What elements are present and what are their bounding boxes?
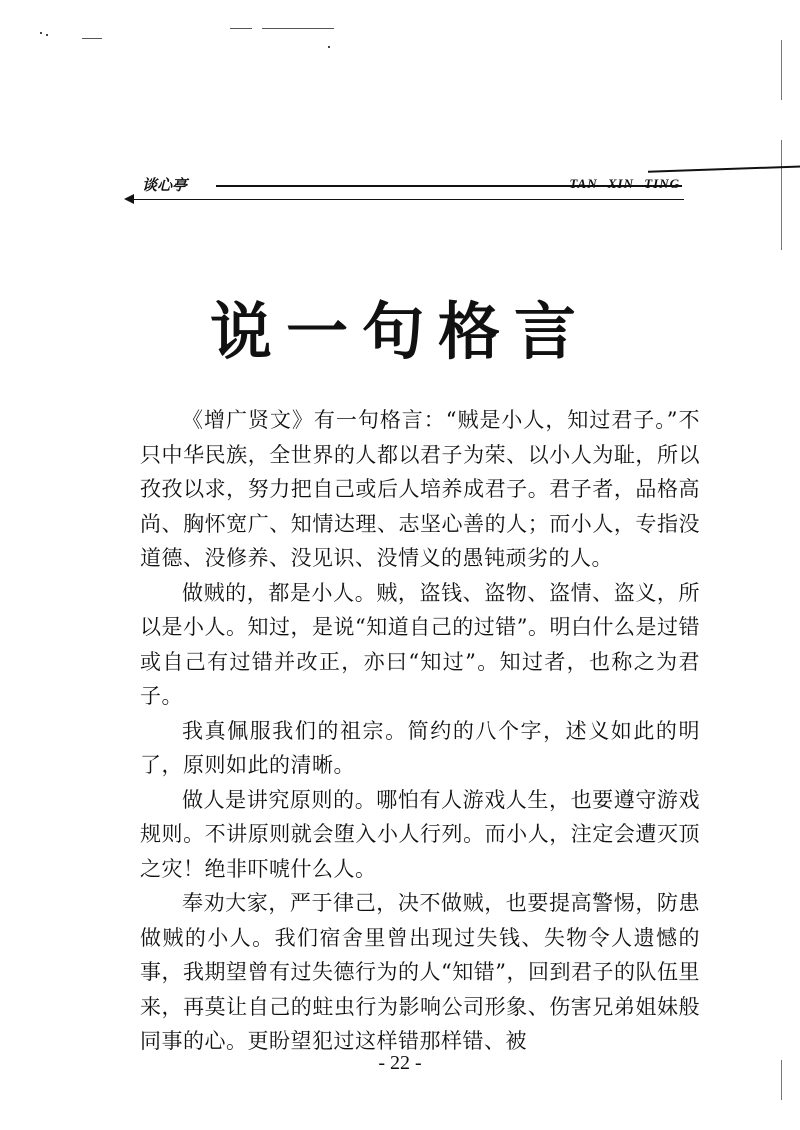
scan-artifact bbox=[46, 34, 48, 36]
scan-artifact bbox=[82, 38, 102, 39]
paragraph: 做人是讲究原则的。哪怕有人游戏人生，也要遵守游戏规则。不讲原则就会堕入小人行列。而小人，注定会遭灭顶之灾！绝非吓唬什么人。 bbox=[140, 787, 700, 881]
page-number: - 22 - bbox=[378, 1052, 422, 1074]
running-header bbox=[128, 174, 684, 204]
scan-artifact bbox=[328, 46, 330, 48]
article-title: 说一句格言 bbox=[209, 295, 590, 368]
paragraph: 做贼的，都是小人。贼，盗钱、盗物、盗情、盗义，所以是小人。知过，是说“知道自己的过错”。明白什么是过错或自己有过错并改正，亦曰“知过”。知过者，也称之为君子。 bbox=[140, 580, 700, 708]
paragraph: 奉劝大家，严于律己，决不做贼，也要提高警惕，防患做贼的小人。我们宿舍里曾出现过失钱、失物令人遗憾的事，我期望曾有过失德行为的人“知错”，回到君子的队伍里来，再莫让自己的蛀虫行为影响公司形象、伤害兄弟姐妹般同事的心。更盼望犯过这样错那样错、被 bbox=[140, 891, 700, 1053]
scan-artifact bbox=[262, 28, 334, 29]
section-title-cn: 谈心亭 bbox=[142, 176, 188, 194]
paragraph: 我真佩服我们的祖宗。简约的八个字，述义如此的明了，原则如此的清晰。 bbox=[140, 718, 700, 777]
section-title-pinyin: TAN XIN TING bbox=[569, 176, 680, 191]
paragraph: 《增广贤文》有一句格言：“贼是小人，知过君子。”不只中华民族，全世界的人都以君子为荣、以小人为耻，所以孜孜以求，努力把自己或后人培养成君子。君子者，品格高尚、胸怀宽广、知情达理、志坚心善的人；而小人，专指没道德、没修养、没见识、没情义的愚钝顽劣的人。 bbox=[140, 408, 700, 570]
article-body bbox=[140, 403, 700, 1059]
scan-artifact bbox=[40, 32, 42, 34]
scan-edge-line bbox=[781, 40, 782, 100]
scan-artifact bbox=[230, 28, 252, 29]
arrow-left-icon bbox=[124, 194, 134, 204]
scan-edge-line bbox=[781, 140, 782, 250]
header-rule-accent bbox=[648, 165, 800, 173]
header-arrow-line bbox=[128, 199, 684, 200]
